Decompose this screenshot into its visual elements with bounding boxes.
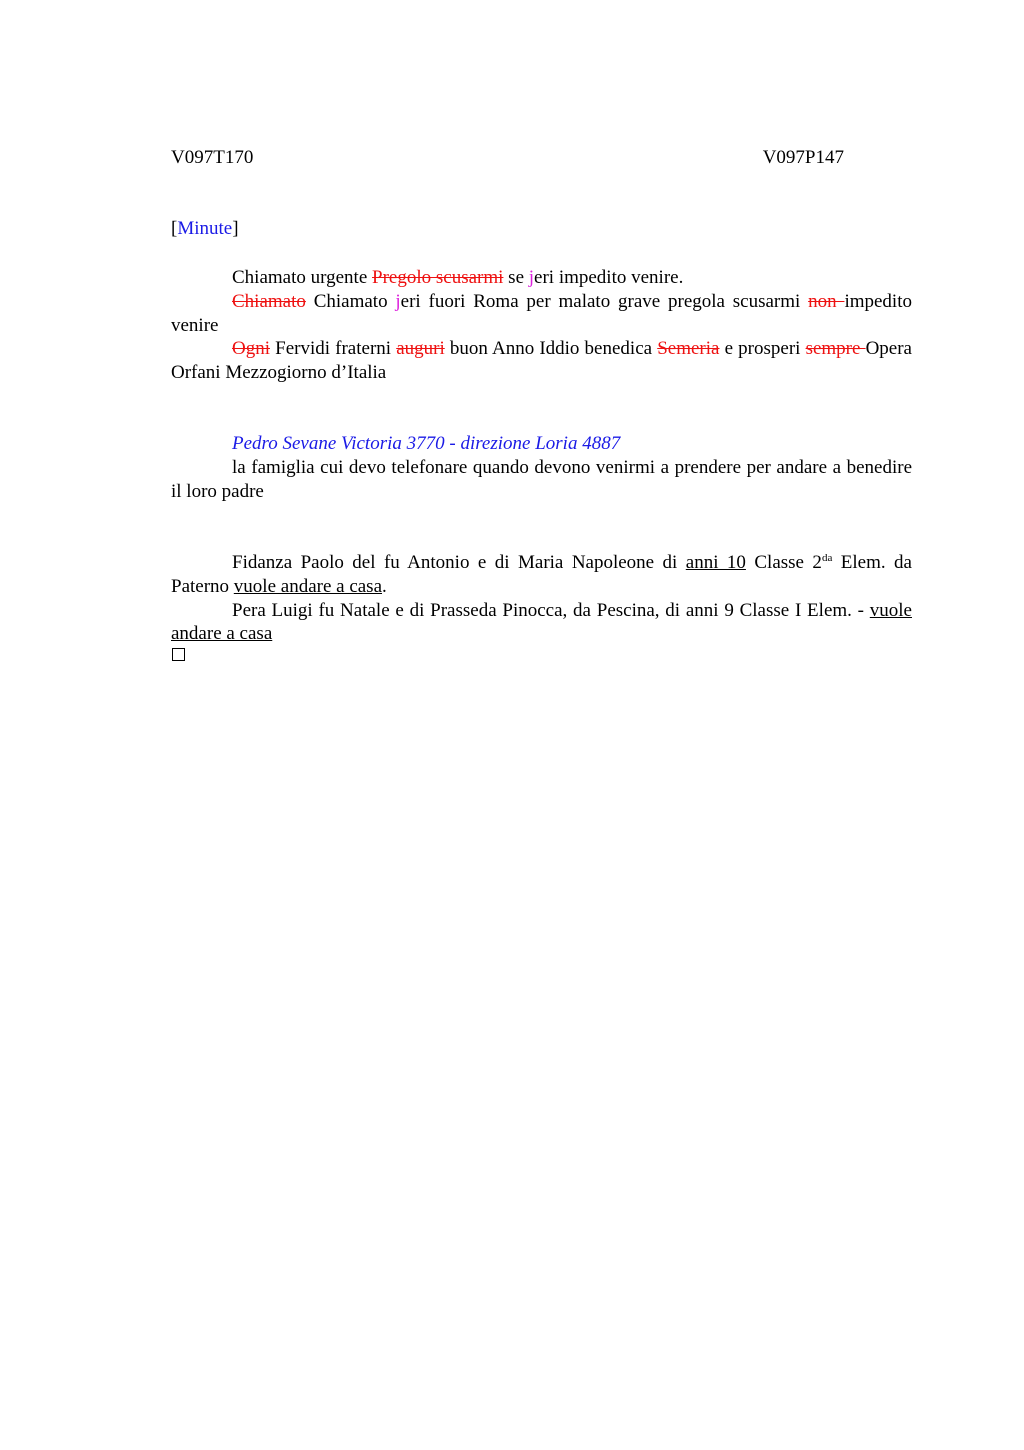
minute-label: Minute bbox=[177, 218, 233, 239]
deleted-text: Pregolo scusarmi bbox=[372, 267, 504, 288]
student-entry-2 bbox=[171, 599, 912, 647]
underlined-text: vuole andare a casa bbox=[233, 575, 383, 597]
text-run: Elem. da Paterno bbox=[171, 552, 912, 597]
corrected-letter: j bbox=[528, 267, 535, 288]
superscript: da bbox=[821, 552, 833, 564]
text-run: e prosperi bbox=[719, 338, 806, 360]
contact-note bbox=[171, 432, 912, 503]
telegram-1 bbox=[171, 266, 912, 290]
text-run: Fervidi fraterni bbox=[270, 338, 397, 360]
deleted-text: Semeria bbox=[657, 338, 720, 360]
deleted-text: auguri bbox=[396, 338, 445, 360]
deleted-text: non bbox=[808, 290, 845, 312]
checkbox-square-icon bbox=[172, 648, 185, 661]
text-run: Pera Luigi fu Natale e di Prasseda Pinocca, da Pescina, di anni 9 Classe I Elem. - bbox=[232, 599, 870, 621]
text-run: Chiamato bbox=[305, 290, 396, 312]
bracket-close: ] bbox=[232, 218, 239, 239]
section-heading-minute bbox=[171, 218, 239, 240]
text-run: Opera Orfani Mezzogiorno d’Italia bbox=[171, 338, 912, 384]
telegram-3 bbox=[171, 337, 912, 385]
deleted-text: Ogni bbox=[232, 338, 270, 360]
student-entry-1 bbox=[171, 551, 912, 599]
text-run: impedito venire bbox=[171, 290, 912, 336]
header-left-code: V097T170 bbox=[171, 147, 254, 168]
telegram-2 bbox=[171, 290, 912, 338]
text-run: eri fuori Roma per malato grave pregola scusarmi bbox=[400, 290, 809, 312]
text-run: Fidanza Paolo del fu Antonio e di Maria Napoleone di bbox=[232, 552, 686, 573]
underlined-text: anni 10 bbox=[685, 552, 746, 573]
text-run: eri impedito venire. bbox=[534, 267, 684, 288]
text-run: buon Anno Iddio benedica bbox=[444, 338, 658, 360]
text-run: se bbox=[503, 267, 529, 288]
telegram-drafts bbox=[171, 266, 912, 385]
document-header bbox=[171, 147, 844, 171]
text-run: Chiamato urgente bbox=[232, 267, 373, 288]
students-list bbox=[171, 551, 912, 646]
corrected-letter: j bbox=[395, 290, 401, 312]
underlined-text: vuole andare a casa bbox=[171, 599, 912, 645]
header-right-code: V097P147 bbox=[762, 147, 844, 168]
contact-description: la famiglia cui devo telefonare quando devono venirmi a prendere per andare a benedire il loro padre bbox=[171, 456, 912, 502]
text-run: Classe 2 bbox=[745, 552, 822, 573]
text-run: . bbox=[382, 575, 387, 597]
bracket-open: [ bbox=[171, 218, 178, 239]
deleted-text: sempre bbox=[805, 338, 866, 360]
deleted-text: Chiamato bbox=[232, 290, 306, 312]
contact-line: Pedro Sevane Victoria 3770 - direzione Loria 4887 bbox=[232, 433, 621, 454]
